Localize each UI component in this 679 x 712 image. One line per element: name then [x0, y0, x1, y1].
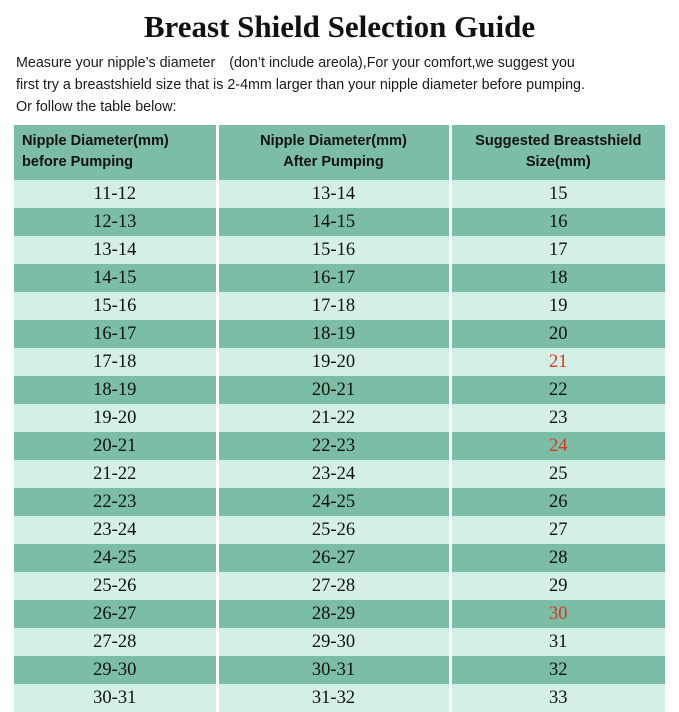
table-row: [14, 376, 665, 404]
cell-before-pumping: 22-23: [14, 488, 217, 516]
cell-after-pumping: 20-21: [217, 376, 450, 404]
table-row: [14, 656, 665, 684]
table-row: [14, 600, 665, 628]
cell-suggested-size: 26: [450, 488, 665, 516]
table-body: [14, 180, 665, 712]
cell-suggested-size: 22: [450, 376, 665, 404]
cell-suggested-size: 29: [450, 572, 665, 600]
size-guide-table: [14, 125, 665, 712]
cell-after-pumping: 14-15: [217, 208, 450, 236]
table-row: [14, 684, 665, 712]
table-row: [14, 292, 665, 320]
cell-before-pumping: 24-25: [14, 544, 217, 572]
cell-after-pumping: 24-25: [217, 488, 450, 516]
table-row: [14, 404, 665, 432]
page-title: Breast Shield Selection Guide: [143, 9, 536, 44]
column-header-after-pumping-line1: Nipple Diameter(mm): [260, 133, 407, 149]
cell-after-pumping: 18-19: [217, 320, 450, 348]
table-row: [14, 572, 665, 600]
cell-suggested-size: 21: [450, 348, 665, 376]
cell-before-pumping: 11-12: [14, 180, 217, 208]
cell-suggested-size: 19: [450, 292, 665, 320]
table-header-row: [14, 125, 665, 180]
column-header-before-pumping-line1: Nipple Diameter(mm): [22, 133, 169, 149]
cell-before-pumping: 23-24: [14, 516, 217, 544]
cell-suggested-size: 33: [450, 684, 665, 712]
table-row: [14, 460, 665, 488]
column-header-before-pumping-line2: before Pumping: [22, 154, 134, 170]
cell-after-pumping: 28-29: [217, 600, 450, 628]
cell-after-pumping: 22-23: [217, 432, 450, 460]
cell-before-pumping: 12-13: [14, 208, 217, 236]
cell-before-pumping: 17-18: [14, 348, 217, 376]
cell-after-pumping: 29-30: [217, 628, 450, 656]
cell-suggested-size: 16: [450, 208, 665, 236]
column-header-after-pumping-line2: After Pumping: [283, 154, 384, 170]
table-row: [14, 236, 665, 264]
cell-before-pumping: 16-17: [14, 320, 217, 348]
table-row: [14, 264, 665, 292]
cell-after-pumping: 31-32: [217, 684, 450, 712]
cell-suggested-size: 18: [450, 264, 665, 292]
cell-after-pumping: 25-26: [217, 516, 450, 544]
intro-line-3: Or follow the table below:: [16, 99, 177, 115]
cell-suggested-size: 20: [450, 320, 665, 348]
table-row: [14, 544, 665, 572]
cell-after-pumping: 15-16: [217, 236, 450, 264]
intro-line-1-b: (don’t include areola),For your comfort,we suggest you: [229, 55, 575, 71]
cell-after-pumping: 13-14: [217, 180, 450, 208]
cell-before-pumping: 15-16: [14, 292, 217, 320]
cell-before-pumping: 30-31: [14, 684, 217, 712]
table-row: [14, 628, 665, 656]
cell-after-pumping: 27-28: [217, 572, 450, 600]
cell-suggested-size: 17: [450, 236, 665, 264]
cell-after-pumping: 19-20: [217, 348, 450, 376]
cell-suggested-size: 27: [450, 516, 665, 544]
cell-suggested-size: 23: [450, 404, 665, 432]
cell-before-pumping: 26-27: [14, 600, 217, 628]
table-row: [14, 180, 665, 208]
cell-before-pumping: 29-30: [14, 656, 217, 684]
cell-before-pumping: 25-26: [14, 572, 217, 600]
cell-after-pumping: 23-24: [217, 460, 450, 488]
intro-line-2: first try a breastshield size that is 2-4mm larger than your nipple diameter before pumping.: [16, 77, 585, 93]
cell-suggested-size: 25: [450, 460, 665, 488]
table-row: [14, 348, 665, 376]
cell-after-pumping: 30-31: [217, 656, 450, 684]
cell-suggested-size: 30: [450, 600, 665, 628]
cell-before-pumping: 20-21: [14, 432, 217, 460]
cell-before-pumping: 27-28: [14, 628, 217, 656]
cell-suggested-size: 31: [450, 628, 665, 656]
table-row: [14, 516, 665, 544]
column-header-suggested-size-line2: Size(mm): [525, 154, 591, 170]
cell-suggested-size: 32: [450, 656, 665, 684]
table-row: [14, 320, 665, 348]
cell-after-pumping: 16-17: [217, 264, 450, 292]
cell-before-pumping: 13-14: [14, 236, 217, 264]
table-row: [14, 432, 665, 460]
intro-paragraph: [16, 52, 665, 118]
cell-before-pumping: 21-22: [14, 460, 217, 488]
cell-after-pumping: 26-27: [217, 544, 450, 572]
cell-before-pumping: 19-20: [14, 404, 217, 432]
table-row: [14, 488, 665, 516]
cell-suggested-size: 24: [450, 432, 665, 460]
table-row: [14, 208, 665, 236]
column-header-suggested-size-line1: Suggested Breastshield: [475, 133, 642, 149]
cell-suggested-size: 28: [450, 544, 665, 572]
cell-before-pumping: 18-19: [14, 376, 217, 404]
intro-line-1-a: Measure your nipple’s diameter: [16, 55, 216, 71]
cell-suggested-size: 15: [450, 180, 665, 208]
column-header-after-pumping: [217, 125, 450, 180]
cell-after-pumping: 21-22: [217, 404, 450, 432]
cell-before-pumping: 14-15: [14, 264, 217, 292]
column-header-suggested-size: [450, 125, 665, 180]
column-header-before-pumping: [14, 125, 217, 180]
cell-after-pumping: 17-18: [217, 292, 450, 320]
